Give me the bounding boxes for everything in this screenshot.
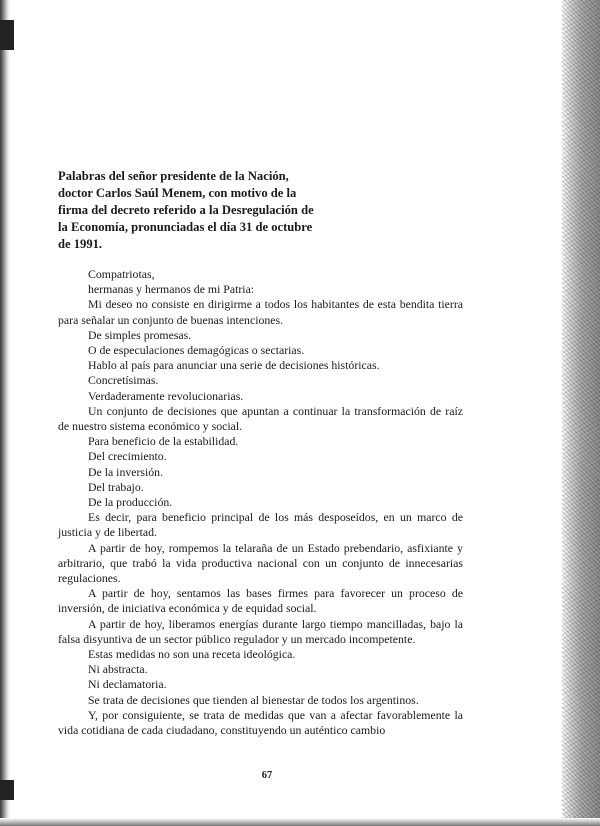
speech-heading	[58, 168, 463, 253]
body-paragraph: Del crecimiento.	[88, 449, 167, 464]
body-paragraph: Se trata de decisiones que tienden al bienestar de todos los argentinos.	[88, 692, 419, 707]
heading-line: Palabras del señor presidente de la Nación,	[58, 169, 289, 183]
page-number: 67	[261, 770, 273, 781]
body-paragraph: De la producción.	[88, 495, 173, 510]
body-paragraph: A partir de hoy, sentamos las bases firmes para favorecer un proceso de inversión, de iniciativa económica y de equidad social.	[58, 586, 463, 616]
scan-bottom-edge	[0, 818, 600, 826]
body-paragraph: Y, por consiguiente, se trata de medidas que van a afectar favorablemente la vida cotidiana de cada ciudadano, constituyendo un auténtico cambio	[58, 707, 463, 738]
scan-left-shadow-top	[0, 20, 14, 50]
heading-line: la Economía, pronunciadas el día 31 de octubre	[58, 220, 313, 234]
body-paragraph: Compatriotas,	[88, 267, 155, 281]
body-paragraph: Es decir, para beneficio principal de los más desposeídos, en un marco de justicia y de libertad.	[58, 510, 463, 540]
body-paragraph: De simples promesas.	[88, 327, 192, 342]
scan-left-shadow-bottom	[0, 780, 14, 800]
body-paragraph: A partir de hoy, rompemos la telaraña de un Estado prebendario, asfixiante y arbitrario, que trabó la vida productiva nacional con un conjunto de innecesarias regulaciones.	[58, 540, 463, 586]
body-paragraph: Para beneficio de la estabilidad.	[88, 434, 239, 449]
body-paragraph: Ni abstracta.	[88, 662, 148, 677]
document-page	[58, 168, 463, 738]
body-paragraph: O de especulaciones demagógicas o sectarias.	[88, 343, 305, 358]
heading-line: de 1991.	[58, 237, 103, 251]
body-paragraph: De la inversión.	[88, 464, 164, 479]
speech-body	[58, 267, 463, 738]
body-paragraph: Del trabajo.	[88, 479, 144, 494]
scan-right-edge	[562, 0, 600, 826]
body-paragraph: hermanas y hermanos de mi Patria:	[88, 282, 255, 297]
body-paragraph: A partir de hoy, liberamos energías durante largo tiempo mancilladas, bajo la falsa disyuntiva de un sector público regulador y un mercado incompetente.	[58, 616, 463, 646]
heading-line: doctor Carlos Saúl Menem, con motivo de la	[58, 186, 297, 200]
body-paragraph: Verdaderamente revolucionarias.	[88, 388, 244, 403]
body-paragraph: Mi deseo no consiste en dirigirme a todos los habitantes de esta bendita tierra para señalar un conjunto de buenas intenciones.	[58, 297, 463, 327]
body-paragraph: Estas medidas no son una receta ideológica.	[88, 647, 296, 662]
body-paragraph: Un conjunto de decisiones que apuntan a continuar la transformación de raíz de nuestro sistema económico y social.	[58, 403, 463, 434]
scan-left-edge	[0, 0, 10, 826]
body-paragraph: Hablo al país para anunciar una serie de decisiones históricas.	[88, 358, 380, 373]
body-paragraph: Concretísimas.	[88, 373, 159, 388]
body-paragraph: Ni declamatoria.	[88, 677, 167, 692]
heading-line: firma del decreto referido a la Desregulación de	[58, 203, 314, 217]
